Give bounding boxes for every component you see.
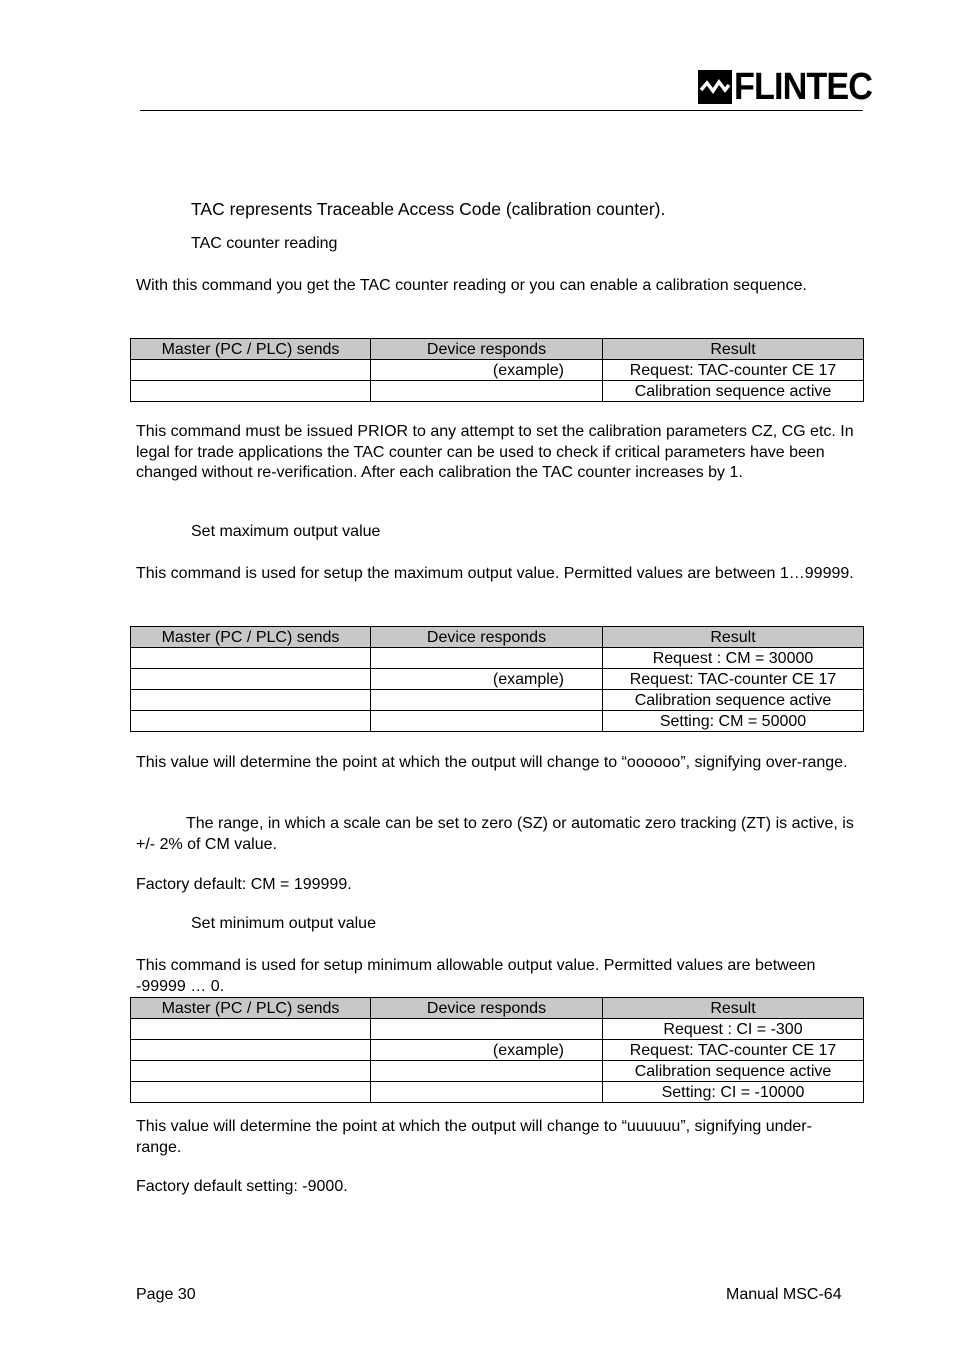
ci-command-table: [130, 997, 864, 1103]
table-header-row: [131, 339, 864, 360]
flintec-logo-icon: [698, 70, 732, 104]
column-header-responds: Device responds: [371, 998, 603, 1019]
cell-result: Calibration sequence active: [603, 381, 864, 402]
footer-page-number: Page 30: [136, 1286, 196, 1303]
table-row: [131, 669, 864, 690]
cell-sends: [131, 360, 371, 381]
table-row: [131, 690, 864, 711]
cell-responds: [371, 381, 603, 402]
cell-result: Request : CM = 30000: [603, 648, 864, 669]
cell-result: Request : CI = -300: [603, 1019, 864, 1040]
section-note-tac: This command must be issued PRIOR to any attempt to set the calibration parameters CZ, CG etc. In legal for trade applications the TAC counter can be used to check if critical parameters have been changed without re-verification. After each calibration the TAC counter increases by 1.: [136, 423, 854, 481]
table-header-row: [131, 627, 864, 648]
cell-sends: [131, 669, 371, 690]
table-row: [131, 1019, 864, 1040]
column-header-responds: Device responds: [371, 339, 603, 360]
section-description-cm: This command is used for setup the maximum output value. Permitted values are between 1…99999.: [136, 565, 854, 582]
section-heading-tac: TAC counter reading: [191, 235, 338, 252]
cell-result: Setting: CI = -10000: [603, 1082, 864, 1103]
column-header-result: Result: [603, 339, 864, 360]
cell-sends: [131, 1082, 371, 1103]
section-default-cm: Factory default: CM = 199999.: [136, 876, 352, 893]
column-header-sends: Master (PC / PLC) sends: [131, 627, 371, 648]
table-row: [131, 711, 864, 732]
cell-sends: [131, 1061, 371, 1082]
section-heading-ci: Set minimum output value: [191, 915, 376, 932]
cell-responds: [371, 1019, 603, 1040]
section-note-cm: This value will determine the point at which the output will change to “oooooo”, signifying over-range.: [136, 754, 848, 771]
table-row: [131, 1082, 864, 1103]
column-header-sends: Master (PC / PLC) sends: [131, 339, 371, 360]
table-row: [131, 648, 864, 669]
section-description-ci: This command is used for setup minimum allowable output value. Permitted values are between -99999 … 0.: [136, 957, 816, 995]
cell-responds: [371, 1082, 603, 1103]
table-header-row: [131, 998, 864, 1019]
table-row: [131, 1061, 864, 1082]
cell-result: Request: TAC-counter CE 17: [603, 1040, 864, 1061]
table-row: [131, 381, 864, 402]
cell-result: Setting: CM = 50000: [603, 711, 864, 732]
table-row: [131, 1040, 864, 1061]
tac-command-table: [130, 338, 864, 402]
cell-responds: [371, 690, 603, 711]
cell-responds: (example): [371, 360, 603, 381]
section-note2-cm: The range, in which a scale can be set to zero (SZ) or automatic zero tracking (ZT) is active, is +/- 2% of CM value.: [136, 815, 854, 853]
cell-sends: [131, 1040, 371, 1061]
column-header-result: Result: [603, 998, 864, 1019]
cm-command-table: [130, 626, 864, 732]
logo-text: FLINTEC: [734, 66, 873, 108]
section-heading-cm: Set maximum output value: [191, 523, 381, 540]
column-header-responds: Device responds: [371, 627, 603, 648]
cell-sends: [131, 690, 371, 711]
footer-manual-name: Manual MSC-64: [726, 1286, 842, 1303]
cell-responds: [371, 648, 603, 669]
cell-sends: [131, 711, 371, 732]
cell-responds: [371, 1061, 603, 1082]
column-header-sends: Master (PC / PLC) sends: [131, 998, 371, 1019]
cell-responds: [371, 711, 603, 732]
intro-text: TAC represents Traceable Access Code (calibration counter).: [191, 199, 666, 219]
cell-sends: [131, 648, 371, 669]
section-description-tac: With this command you get the TAC counter reading or you can enable a calibration sequence.: [136, 277, 807, 294]
table-row: [131, 360, 864, 381]
cell-result: Calibration sequence active: [603, 690, 864, 711]
section-note-ci: This value will determine the point at which the output will change to “uuuuuu”, signifying under-range.: [136, 1118, 812, 1156]
cell-result: Request: TAC-counter CE 17: [603, 360, 864, 381]
cell-result: Request: TAC-counter CE 17: [603, 669, 864, 690]
cell-responds: (example): [371, 669, 603, 690]
section-default-ci: Factory default setting: -9000.: [136, 1178, 348, 1195]
cell-result: Calibration sequence active: [603, 1061, 864, 1082]
column-header-result: Result: [603, 627, 864, 648]
flintec-logo: [698, 66, 887, 108]
cell-responds: (example): [371, 1040, 603, 1061]
cell-sends: [131, 381, 371, 402]
header-divider: [140, 110, 863, 111]
cell-sends: [131, 1019, 371, 1040]
